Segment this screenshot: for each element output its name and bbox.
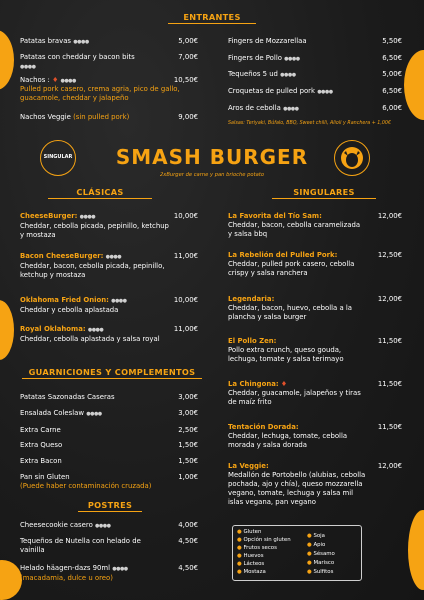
burger-item: La Rebelión del Pulled Pork: Cheddar, pulled pork casero, cebolla crispy y salsa ranchera (228, 251, 355, 277)
item-price: 10,00€ (173, 212, 198, 220)
section-underline (78, 511, 142, 512)
menu-item: Fingers de Mozzarellaa (228, 37, 307, 45)
burger-item: Oklahoma Fried Onion: ●●●● Cheddar y cebolla aplastada (20, 296, 127, 314)
section-underline (168, 23, 256, 24)
item-price: 12,00€ (377, 462, 402, 470)
item-price: 9,00€ (178, 113, 198, 121)
item-price: 5,00€ (178, 37, 198, 45)
item-price: 7,00€ (178, 53, 198, 61)
item-price: 5,00€ (382, 70, 402, 78)
item-price: 12,00€ (377, 212, 402, 220)
side-item: Ensalada Coleslaw ●●●● (20, 409, 102, 417)
item-price: 11,00€ (173, 325, 198, 333)
legend-item: ● Frutos secos (237, 545, 277, 551)
item-price: 4,00€ (178, 521, 198, 529)
burger-item: Bacon CheeseBurger: ●●●● Cheddar, bacon, cebolla picada, pepinillo, ketchup y mostaza (20, 252, 165, 279)
menu-item: Fingers de Pollo ●●●● (228, 54, 300, 62)
sauce-note: Salsas: Teriyaki, Búfalo, BBQ, Sweet chilli, Alioli y Ranchera + 1,00€ (228, 121, 392, 126)
burger-item: Royal Oklahoma: ●●●● Cheddar, cebolla aplastada y salsa royal (20, 325, 160, 343)
menu-item: Patatas con cheddar y bacon bits ●●●● (20, 53, 135, 70)
side-item: Patatas Sazonadas Caseras (20, 393, 115, 401)
legend-item: ● Soja (307, 533, 325, 539)
section-underline (48, 198, 152, 199)
side-item: Extra Bacon (20, 457, 62, 465)
burger-item: Legendaria: Cheddar, bacon, huevo, cebolla a la plancha y salsa burger (228, 295, 353, 321)
legend-item: ● Opción sin gluten (237, 537, 291, 543)
orange-splash (408, 510, 424, 590)
burger-item: La Chingona: ♦ Cheddar, guacamole, jalapeños y tiras de maíz frito (228, 380, 361, 406)
menu-item: Croquetas de pulled pork ●●●● (228, 87, 333, 95)
menu-item: Aros de cebolla ●●●● (228, 104, 299, 112)
allergen-legend (232, 525, 362, 581)
item-price: 11,50€ (377, 423, 402, 431)
dessert-item: Helado häagen-dazs 90ml ●●●● (macadamia, dulce u oreo) (20, 564, 128, 582)
item-price: 3,00€ (178, 393, 198, 401)
item-price: 11,50€ (377, 380, 402, 388)
menu-item: Nachos Veggie (sin pulled pork) (20, 113, 130, 121)
item-price: 12,50€ (377, 251, 402, 259)
cow-logo (334, 140, 370, 176)
item-price: 1,50€ (178, 457, 198, 465)
item-price: 4,50€ (178, 564, 198, 572)
orange-splash (404, 50, 424, 120)
burger-item: La Favorita del Tío Sam: Cheddar, bacon, cebolla caramelizada y salsa bbq (228, 212, 361, 238)
burger-item: La Veggie: Medallón de Portobello (alubias, cebolla pochada, ajo y chía), queso mozzarella vegano, tomate, lechuga y salsa mil islas vegana, pan vegano (228, 462, 366, 506)
orange-splash (0, 30, 14, 90)
legend-item: ● Sulfitos (307, 569, 334, 575)
legend-item: ● Marisco (307, 560, 335, 566)
cow-icon (335, 141, 369, 175)
section-title-postres: POSTRES (87, 500, 133, 510)
item-price: 6,50€ (382, 54, 402, 62)
item-price: 6,50€ (382, 87, 402, 95)
side-item: Pan sin Gluten (Puede haber contaminación cruzada) (20, 473, 152, 490)
item-price: 3,00€ (178, 409, 198, 417)
menu-item: Patatas bravas ●●●● (20, 37, 89, 45)
item-detail: Pulled pork casero, crema agria, pico de gallo, guacamole, cheddar y jalapeño (20, 85, 180, 102)
section-underline (22, 378, 202, 379)
section-title-singulares: SINGULARES (293, 187, 355, 197)
side-item: Extra Queso (20, 441, 63, 449)
legend-item: ● Lácteos (237, 561, 265, 567)
legend-item: ● Huevos (237, 553, 264, 559)
legend-item: ● Mostaza (237, 569, 266, 575)
brand-title: SMASH BURGER (115, 145, 309, 169)
burger-item: El Pollo Zen: Pollo extra crunch, queso gouda, lechuga, tomate y salsa terimayo (228, 337, 344, 363)
burger-item: Tentación Dorada: Cheddar, lechuga, tomate, cebolla morada y salsa dorada (228, 423, 348, 449)
item-price: 4,50€ (178, 537, 198, 545)
menu-item: Tequeños 5 ud ●●●● (228, 70, 296, 78)
side-item: Extra Carne (20, 426, 61, 434)
menu-item: Nachos : ♦ ●●●● (20, 76, 76, 84)
item-price: 10,50€ (173, 76, 198, 84)
legend-item: ● Gluten (237, 529, 262, 535)
item-price: 5,50€ (382, 37, 402, 45)
legend-item: ● Apio (307, 542, 326, 548)
item-price: 11,50€ (377, 337, 402, 345)
dessert-item: Cheesecookie casero ●●●● (20, 521, 111, 529)
section-title-guarniciones: GUARNICIONES Y COMPLEMENTOS (28, 367, 196, 377)
legend-item: ● Sésamo (307, 551, 335, 557)
item-price: 11,00€ (173, 252, 198, 260)
brand-subtitle: 2xBurger de carne y pan brioche potato (159, 172, 265, 178)
item-price: 6,00€ (382, 104, 402, 112)
burger-item: CheeseBurger: ●●●● Cheddar, cebolla picada, pepinillo, ketchup y mostaza (20, 212, 169, 239)
orange-splash (0, 560, 22, 600)
orange-splash (0, 300, 14, 360)
section-title-clasicas: CLÁSICAS (76, 187, 124, 197)
item-price: 10,00€ (173, 296, 198, 304)
item-price: 1,00€ (178, 473, 198, 481)
logo-text: SINGULAR (43, 154, 73, 160)
section-underline (272, 198, 376, 199)
section-title-entrantes: ENTRANTES (183, 12, 241, 22)
item-price: 2,50€ (178, 426, 198, 434)
item-price: 1,50€ (178, 441, 198, 449)
dessert-item: Tequeños de Nutella con helado de vainilla (20, 537, 141, 554)
item-price: 12,00€ (377, 295, 402, 303)
singular-logo (40, 140, 76, 176)
